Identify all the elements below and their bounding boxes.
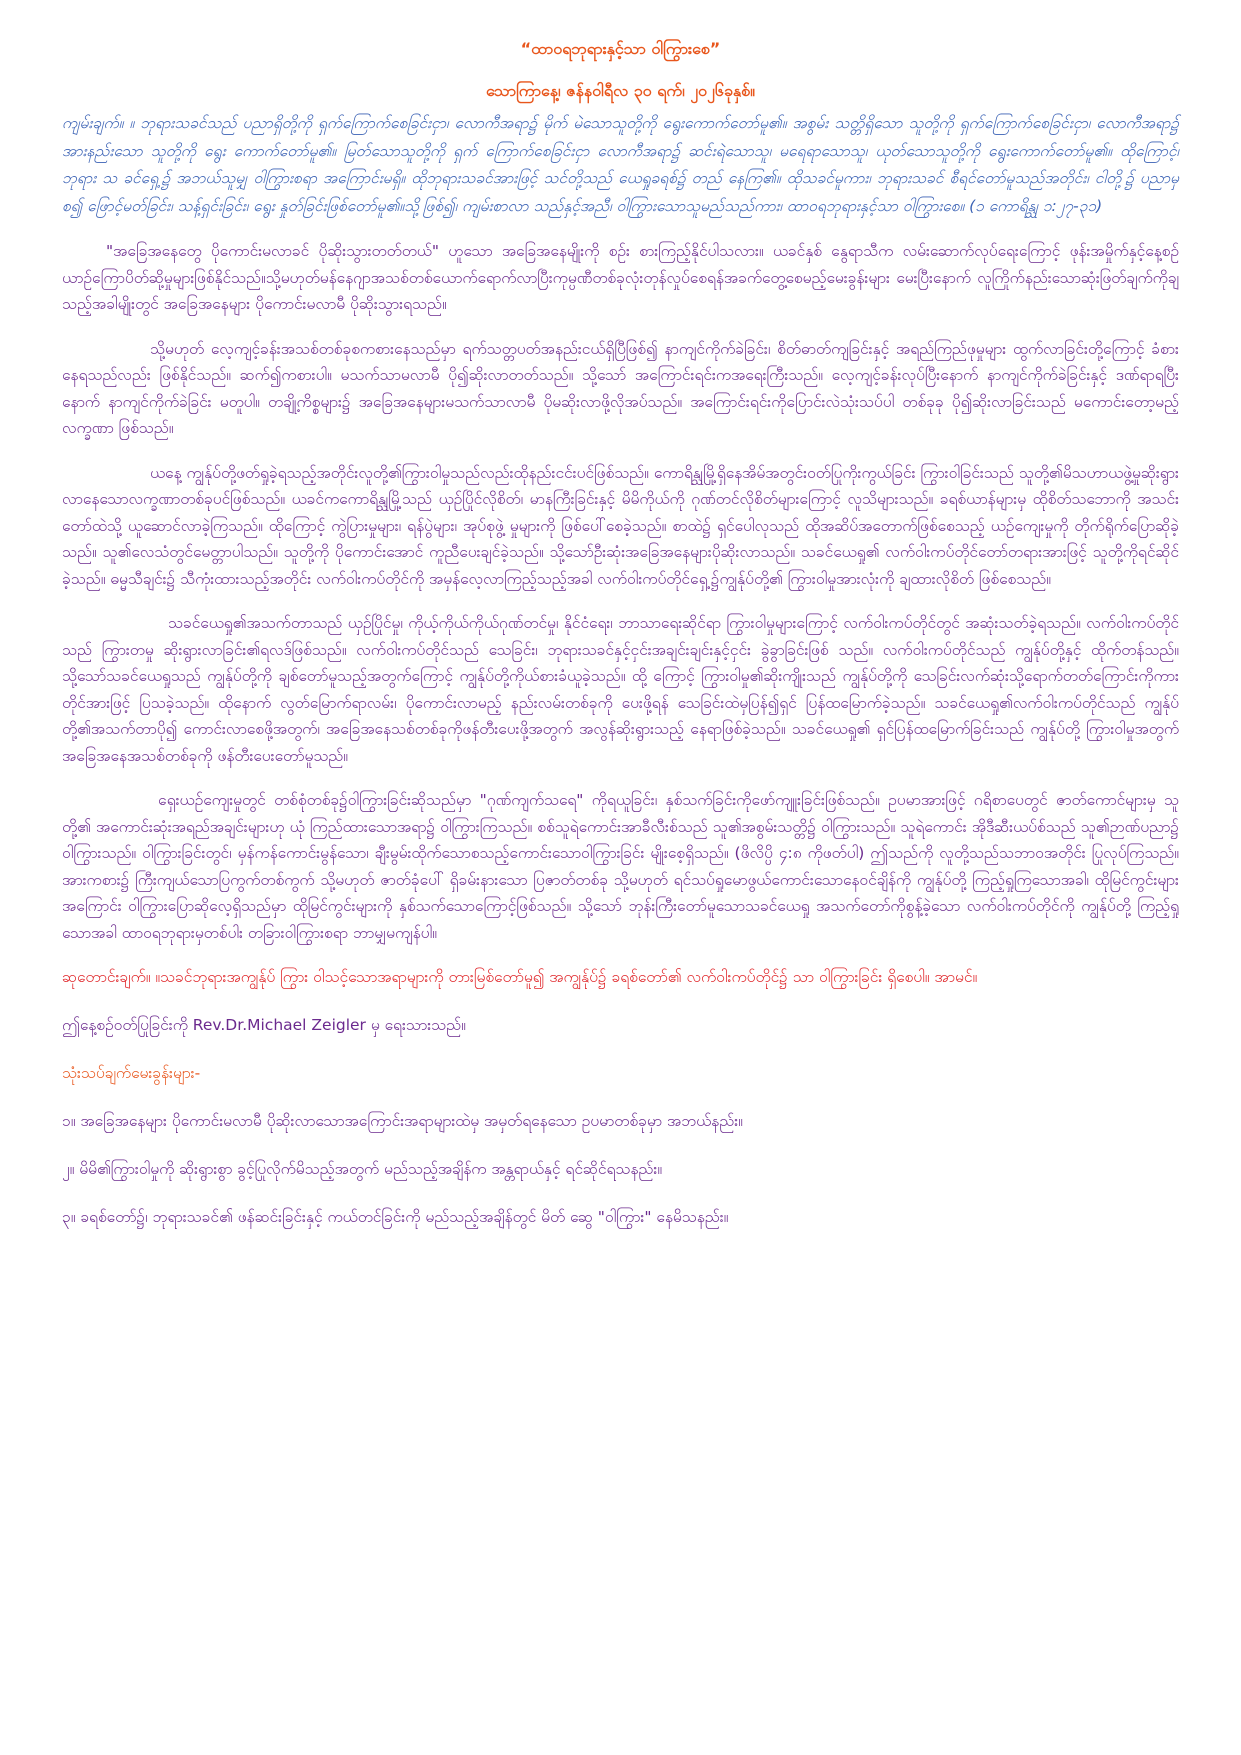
- scripture-verse: ကျမ်းချက်။ ။ ဘုရားသခင်သည် ပညာရှိတို့ကို ရှက်ကြောက်စေခြင်းငှာ၊ လောကီအရာ၌ မိုက် မဲသောသူတို့ကို ရွေးကောက်တော်မူ၏။ အစွမ်း သတ္တိရှိသော သူတို့ကို ရှက်ကြောက်စေခြင်းငှာ၊ လောကီအရာ၌ အားနည်းသော သူတို့ကို ရွေး ကောက်တော်မူ၏။ မြတ်သောသူတို့ကို ရှက် ကြောက်စေခြင်းငှာ လောကီအရာ၌ ဆင်းရဲသောသူ၊ မရေရာသောသူ၊ ယုတ်သောသူတို့ကို ရွေးကောက်တော်မူ၏။ ထိုကြောင့်၊ ဘုရား သ ခင်ရှေ့၌ အဘယ်သူမျှ ဝါကြွားစရာ အကြောင်းမရှိ။ ထိုဘုရားသခင်အားဖြင့် သင်တို့သည် ယေရှုခရစ်၌ တည် နေကြ၏။ ထိုသခင်မူကား၊ ဘုရားသခင် စီရင်တော်မူသည်အတိုင်း၊ ငါတို့၌ ပညာမှစ၍ ဖြောင့်မတ်ခြင်း၊ သန့်ရှင်းခြင်း၊ ရွေး နှုတ်ခြင်းဖြစ်တော်မူ၏။သို့ဖြစ်၍၊ ကျမ်းစာလာ သည်နှင့်အညီ၊ ဝါကြွားသောသူမည်သည်ကား၊ ထာဝရဘုရားနှင့်သာ ဝါကြွားစေ။ (၁ ကောရိန္သု ၁:၂၇-၃၁): [62, 114, 1179, 215]
- page-content: [62, 38, 1179, 1230]
- body-paragraph-4: သခင်ယေရှု၏အသက်တာသည် ယှဉ်ပြိုင်မှု၊ ကိုယ့်ကိုယ်ကိုယ်ဂုဏ်တင်မှု၊ နိုင်ငံရေး၊ ဘာသာရေးဆိုင်ရာ ကြွားဝါမှုများကြောင့် လက်ဝါးကပ်တိုင်တွင် အဆုံးသတ်ခဲ့ရသည်။ လက်ဝါးကပ်တိုင်သည် ကြွားတမှု ဆိုးရွားလာခြင်း၏ရလဒ်ဖြစ်သည်။ လက်ဝါးကပ်တိုင်သည် သေခြင်း၊ ဘုရားသခင်နှင့်ငှင်းအချင်းချင်းနှင့်ငှင်း ခွဲခွာခြင်းဖြစ် သည်။ လက်ဝါးကပ်တိုင်သည် ကျွန်ုပ်တို့နှင့် ထိုက်တန်သည်။ သို့သော်သခင်ယေရှုသည် ကျွန်ုပ်တို့ကို ချစ်တော်မူသည့်အတွက်ကြောင့် ကျွန်ုပ်တို့ကိုယ်စားခံယူခဲ့သည်။ ထို့ ကြောင့် ကြွားဝါမှု၏ဆိုးကျိုးသည် ကျွန်ုပ်တို့ကို သေခြင်းလက်ဆုံးသို့ရောက်တတ်ကြောင်းကိုကားတိုင်အားဖြင့် ပြသခဲ့သည်။ ထိုနောက် လွတ်မြောက်ရာလမ်း၊ ပိုကောင်းလာမည့် နည်းလမ်းတစ်ခုကို ပေးဖို့ရန် သေခြင်းထဲမှပြန်၍ရှင် ပြန်ထမြောက်ခဲ့သည်။ သခင်ယေရှု၏လက်ဝါးကပ်တိုင်သည် ကျွန်ုပ်တို့၏အသက်တာပို၍ ကောင်းလာစေဖို့အတွက်၊ အခြေအနေသစ်တစ်ခုကိုဖန်တီးပေးဖို့အတွက် အလွန်ဆိုးရွားသည့် နေရာဖြစ်ခဲ့သည်။ သခင်ယေရှု၏ ရှင်ပြန်ထမြောက်ခြင်းသည် ကျွန်ုပ်တို့ ကြွားဝါမှုအတွက် အခြေအနေအသစ်တစ်ခုကို ဖန်တီးပေးတော်မူသည်။: [62, 614, 1179, 765]
- author-credit: ဤနေ့စဉ်ဝတ်ပြုခြင်းကို Rev.Dr.Michael Zeigler မှ ရေးသားသည်။: [62, 1016, 466, 1034]
- body-paragraph-2: သို့မဟုတ် လေ့ကျင့်ခန်းအသစ်တစ်ခုစကစားနေသည်မှာ ရက်သတ္တပတ်အနည်းငယ်ရှိပြီဖြစ်၍ နာကျင်ကိုက်ခဲခြင်း၊ စိတ်ဓာတ်ကျခြင်းနှင့် အရည်ကြည်ဖုမှုများ ထွက်လာခြင်းတို့ကြောင့် ခံစားနေရသည်လည်း ဖြစ်နိုင်သည်။ ဆက်၍ကစားပါ။ မသက်သာမလာမီ ပို၍ဆိုးလာတတ်သည်။ သို့သော် အကြောင်းရင်းကအရေးကြီးသည်။ လေ့ကျင့်ခန်းလုပ်ပြီးနောက် နာကျင်ကိုက်ခဲခြင်းနှင့် ဒဏ်ရာရပြီးနောက် နာကျင်ကိုက်ခဲခြင်း မတူပါ။ တချို့ကိစ္စများ၌ အခြေအနေများမသက်သာလာမီ ပိုမဆိုးလာဖို့လိုအပ်သည်။ အကြောင်းရင်းကိုပြောင်းလဲသုံးသပ်ပါ တစ်ခုခု ပို၍ဆိုးလာခြင်းသည် မကောင်းတော့မည့်လက္ခဏာ ဖြစ်သည်။: [62, 339, 1179, 437]
- date-line: သောကြာနေ့၊ ဇန်နဝါရီလ ၃၀ ရက်၊ ၂၀၂၆ခုနှစ်။: [485, 81, 756, 100]
- body-paragraph-3: ယနေ့ ကျွန်ုပ်တို့ဖတ်ရှုခဲ့ရသည့်အတိုင်းလူတို့၏ကြွားဝါမှုသည်လည်းထိုနည်းငင်းပင်ဖြစ်သည်။ ကောရိန္သုမြို့ရှိနေအိမ်အတွင်းဝတ်ပြုကိုးကွယ်ခြင်း ကြွားဝါခြင်းသည် သူတို့၏မိသဟာယဖွဲ့မှုဆိုးရွားလာနေသောလက္ခဏာတစ်ခုပင်ဖြစ်သည်။ ယခင်ကကောရိန္သုမြို့သည် ယှဉ်ပြိုင်လိုစိတ်၊ မာနကြီးခြင်းနှင့် မိမိကိုယ်ကို ဂုဏ်တင်လိုစိတ်များကြောင့် လူသိများသည်။ ခရစ်ယာန်များမှ ထိုစိတ်သဘောကို အသင်းတော်ထဲသို့ ယူဆောင်လာခဲ့ကြသည်။ ထိုကြောင့် ကွဲပြားမှုများ၊ ရန်ပွဲများ၊ အုပ်စုဖွဲ့ မှုများကို ဖြစ်ပေါ်စေခဲ့သည်။ စာထဲ၌ ရှင်ပေါလုသည် ထိုအဆိပ်အတောက်ဖြစ်စေသည့် ယဉ်ကျေးမှုကို တိုက်ရိုက်ပြောဆိုခဲ့သည်။ သူ၏လေသံတွင်မေတ္တာပါသည်။ သူတို့ကို ပိုကောင်းအောင် ကူညီပေးချင်ခဲ့သည်။ သို့သော်ဦးဆုံးအခြေအနေများပိုဆိုးလာသည်။ သခင်ယေရှု၏ လက်ဝါးကပ်တိုင်တော်တရားအားဖြင့် သူတို့ကိုရင်ဆိုင်ခဲ့သည်။ ဓမ္မသီချင်း၌ သီကုံးထားသည့်အတိုင်း လက်ဝါးကပ်တိုင်ကို အမှန်လေ့လာကြည့်သည့်အခါ လက်ဝါးကပ်တိုင်ရှေ့၌ကျွန်ုပ်တို့၏ ကြွားဝါမှုအားလုံးကို ချထားလိုစိတ် ဖြစ်စေသည်။: [62, 463, 1179, 588]
- question-2: ၂။ မိမိ၏ကြွားဝါမှုကို ဆိုးရွားစွာ ခွင့်ပြုလိုက်မိသည့်အတွက် မည်သည့်အချိန်က အန္တရာယ်နှင့် ရင်ဆိုင်ရသနည်း။: [62, 1160, 663, 1178]
- body-paragraph-5: ရှေးယဉ်ကျေးမှုတွင် တစ်စုံတစ်ခု၌ဝါကြွားခြင်းဆိုသည်မှာ "ဂုဏ်ကျက်သရေ" ကိုရယူခြင်း၊ နှစ်သက်ခြင်းကိုဖော်ကျူးခြင်းဖြစ်သည်။ ဥပမာအားဖြင့် ဂရိစာပေတွင် ဇာတ်ကောင်များမှ သူတို့၏ အကောင်းဆုံးအရည်အချင်းများဟု ယုံ ကြည်ထားသောအရာ၌ ဝါကြွားကြသည်။ စစ်သူရဲကောင်းအာခီလီးစ်သည် သူ၏အစွမ်းသတ္တိ၌ ဝါကြွားသည်။ သူရဲကောင်း အိုဒီဆီးယပ်စ်သည် သူ၏ဉာဏ်ပညာ၌ ဝါကြွားသည်။ ဝါကြွားခြင်းတွင်၊ မှန်ကန်ကောင်းမွန်သော၊ ချီးမွမ်းထိုက်သောစသည့်ကောင်းသောဝါကြွားခြင်း မျိုးစေ့ရှိသည်။ (ဖိလိပ္ပိ ၄:၈ ကိုဖတ်ပါ) ဤသည်ကို လူတို့သည်သဘာဝအတိုင်း ပြုလုပ်ကြသည်။ အားကစား၌ ကြီးကျယ်သောပြကွက်တစ်ကွက် သို့မဟုတ် ဇာတ်ခုံပေါ် ရှိခမ်းနားသော ပြဇာတ်တစ်ခု သို့မဟုတ် ရင်သပ်ရှုမောဖွယ်ကောင်းသောနေဝင်ချိန်ကို ကျွန်ုပ်တို့ ကြည့်ရှုကြသောအခါ၊ ထိုမြင်ကွင်းများအကြောင်း ဝါကြွားပြောဆိုလေ့ရှိသည်မှာ ထိုမြင်ကွင်းများကို နှစ်သက်သောကြောင့်ဖြစ်သည်။ သို့သော် ဘုန်းကြီးတော်မူသောသခင်ယေရှု အသက်တော်ကိုစွန့်ခဲ့သော လက်ဝါးကပ်တိုင်ကို ကျွန်ုပ်တို့ ကြည့်ရှုသောအခါ ထာဝရဘုရားမှတစ်ပါး တခြားဝါကြွားစရာ ဘာမျှမကျန်ပါ။: [62, 791, 1179, 942]
- question-1: ၁။ အခြေအနေများ ပိုကောင်းမလာမီ ပိုဆိုးလာသောအကြောင်းအရာများထဲမှ အမှတ်ရနေသော ဥပမာတစ်ခုမှာ အဘယ်နည်း။: [62, 1112, 743, 1130]
- body-paragraph-1: "အခြေအနေတွေ ပိုကောင်းမလာခင် ပိုဆိုးသွားတတ်တယ်" ဟူသော အခြေအနေမျိုးကို စဉ်း စားကြည့်နိုင်ပါသလား။ ယခင်နှစ် နွေရာသီက လမ်းဆောက်လုပ်ရေးကြောင့် ဖုန်းအမှိုက်နှင့်နေ့စဉ်ယာဉ်ကြောပိတ်ဆို့မှုများဖြစ်နိုင်သည်။သို့မဟုတ်မန်နေဂျာအသစ်တစ်ယောက်ရောက်လာပြီးကုမ္ပဏီတစ်ခုလုံးတုန်လှုပ်စေရန်အခက်တွေ့စေမည့်မေးခွန်းများ မေးပြီးနောက် လူကြိုက်နည်းသောဆုံးဖြတ်ချက်ကိုချသည့်အခါမျိုးတွင် အခြေအနေများ ပိုကောင်းမလာမီ ပိုဆိုးသွားရသည်။: [62, 242, 1179, 313]
- questions-heading: သုံးသပ်ချက်မေးခွန်းများ-: [62, 1064, 201, 1082]
- page-title: “ထာဝရဘုရားနှင့်သာ ဝါကြွားစေ”: [520, 39, 721, 58]
- question-3: ၃။ ခရစ်တော်၌၊ ဘုရားသခင်၏ ဖန်ဆင်းခြင်းနှင့် ကယ်တင်ခြင်းကို မည်သည့်အချိန်တွင် မိတ် ဆွေ "ဝါကြွား" နေမိသနည်း။: [62, 1208, 729, 1226]
- prayer-text: ဆုတောင်းချက်။ ။သခင်ဘုရားအကျွန်ုပ် ကြွား ဝါသင့်သောအရာများကို တားမြစ်တော်မူ၍ အကျွန်ုပ်၌ ခရစ်တော်၏ လက်ဝါးကပ်တိုင်၌ သာ ဝါကြွားခြင်း ရှိစေပါ။ အာမင်။: [62, 968, 978, 986]
